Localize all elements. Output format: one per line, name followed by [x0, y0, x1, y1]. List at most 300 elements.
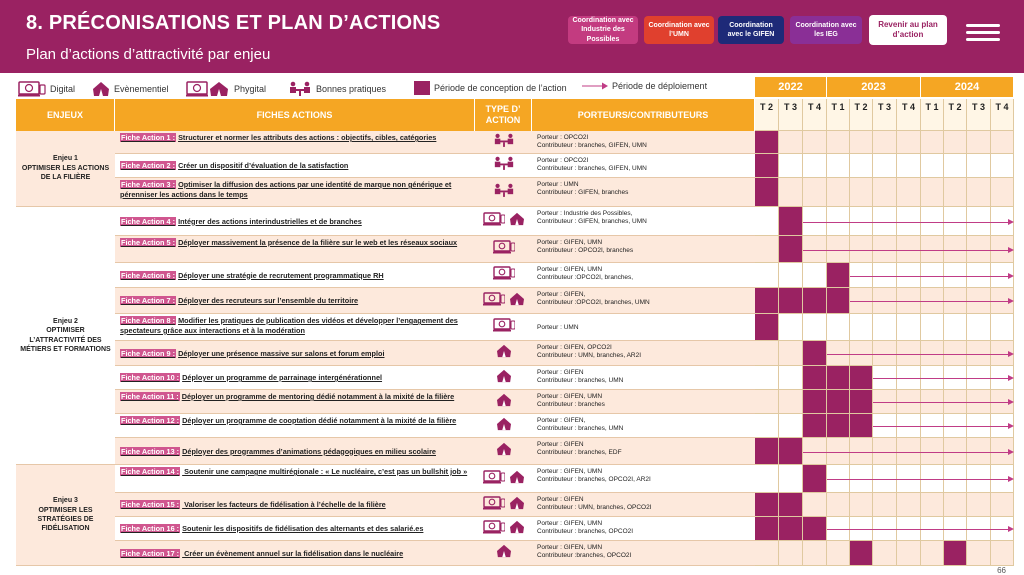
timeline-cell	[850, 154, 873, 178]
fiche-action-tag[interactable]: Fiche Action 14 :	[121, 467, 180, 476]
contributeur: Contributeur : GIFEN, branches, UMN	[537, 218, 647, 226]
fiche-action-tag[interactable]: Fiche Action 12 :	[121, 416, 180, 425]
header-type: TYPE D’ ACTION	[475, 99, 532, 131]
fiche-action[interactable]	[120, 238, 470, 248]
conception-cell	[803, 366, 827, 390]
fiche-action-tag[interactable]: Fiche Action 7 :	[121, 296, 176, 305]
fiche-action-tag[interactable]: Fiche Action 3 :	[121, 180, 176, 189]
tent-icon	[509, 470, 525, 489]
conception-cell	[755, 314, 779, 341]
fiche-action-tag[interactable]: Fiche Action 16 :	[121, 524, 180, 533]
page-subtitle: Plan d’actions d’attractivité par enjeu	[26, 46, 271, 63]
quarter-header: T 2	[755, 99, 779, 131]
action-type	[476, 465, 532, 493]
timeline-cell	[921, 131, 944, 154]
menu-icon[interactable]	[966, 24, 1000, 42]
fiche-action-text: Déployer des recruteurs sur l’ensemble du territoire	[178, 296, 359, 305]
porteur: Porteur : GIFEN	[537, 369, 584, 376]
conception-cell	[827, 414, 850, 438]
timeline-cell	[967, 154, 991, 178]
timeline-cell	[803, 131, 827, 154]
timeline-cell	[827, 131, 850, 154]
conception-cell	[827, 390, 850, 414]
timeline-cell	[967, 493, 991, 517]
deployment-arrow	[803, 222, 1012, 223]
conception-cell	[803, 390, 827, 414]
contributeur: Contributeur : UMN, branches, OPCO2I	[537, 504, 652, 512]
porteurs-cell	[537, 369, 752, 385]
conception-cell	[827, 263, 850, 288]
fiche-action[interactable]	[120, 392, 470, 402]
quarter-header: T 1	[921, 99, 944, 131]
timeline-cell	[755, 390, 779, 414]
coord-gifen-button[interactable]: Coordination avec le GIFEN	[718, 16, 784, 44]
timeline-cell	[921, 541, 944, 566]
action-type	[476, 517, 532, 541]
porteur: Porteur : GIFEN, UMN	[537, 239, 603, 246]
conception-cell	[755, 438, 779, 465]
fiche-action-tag[interactable]: Fiche Action 5 :	[121, 238, 176, 247]
timeline-cell	[779, 314, 803, 341]
digital-icon	[483, 212, 505, 231]
deployment-arrow	[827, 354, 1012, 355]
fiche-action-text: Déployer un programme de cooptation dédié notamment à la mixité de la filière	[182, 416, 457, 425]
timeline-cell	[991, 154, 1014, 178]
porteur: Porteur : OPCO2I	[537, 134, 589, 141]
conception-cell	[755, 178, 779, 207]
action-type	[476, 341, 532, 366]
timeline-cell	[779, 263, 803, 288]
fiche-action[interactable]	[120, 447, 470, 457]
digital-icon	[493, 318, 515, 337]
fiche-action-text: Créer un dispositif d’évaluation de la satisfaction	[178, 161, 349, 170]
tent-icon	[509, 292, 525, 311]
contributeur: Contributeur : branches, GIFEN, UMN	[537, 165, 647, 173]
fiche-action-text: Déployer un programme de parrainage intergénérationnel	[182, 373, 383, 382]
conception-swatch	[414, 81, 430, 95]
timeline-cell	[803, 178, 827, 207]
tent-icon	[496, 417, 512, 436]
conception-cell	[779, 517, 803, 541]
contributeur: Contributeur :OPCO2I, branches,	[537, 274, 634, 282]
fiche-action-text: Déployer une stratégie de recrutement programmatique RH	[178, 270, 384, 280]
porteur: Porteur : UMN	[537, 181, 579, 188]
conception-cell	[755, 517, 779, 541]
digital-icon	[483, 520, 505, 539]
contributeur: Contributeur : branches	[537, 401, 605, 409]
page-title: 8. PRÉCONISATIONS ET PLAN D’ACTIONS	[26, 12, 441, 34]
deployment-arrow	[803, 250, 1012, 251]
porteur: Porteur : GIFEN	[537, 441, 584, 448]
legend-conception-label: Période de conception de l’action	[434, 83, 567, 93]
revenir-button[interactable]: Revenir au plan d’action	[869, 15, 947, 45]
year-2024: 2024	[921, 77, 1014, 97]
timeline-cell	[827, 154, 850, 178]
timeline-cell	[755, 366, 779, 390]
deployment-arrow	[873, 378, 1012, 379]
timeline-cell	[755, 465, 779, 493]
action-type	[476, 438, 532, 465]
action-type	[476, 390, 532, 414]
fiche-action-tag[interactable]: Fiche Action 8 :	[121, 316, 176, 325]
action-type	[476, 314, 532, 341]
action-type	[476, 263, 532, 288]
porteurs-cell	[537, 441, 752, 457]
contributeur: Contributeur : branches, UMN	[537, 425, 624, 433]
digital-icon	[18, 81, 46, 97]
fiche-action-tag[interactable]: Fiche Action 1 :	[121, 133, 176, 142]
tent-icon	[92, 81, 110, 97]
quarter-header: T 4	[991, 99, 1014, 131]
timeline-cell	[921, 314, 944, 341]
fiche-action-tag[interactable]: Fiche Action 9 :	[121, 348, 176, 358]
digital-icon	[483, 496, 505, 515]
header-banner	[0, 0, 1024, 73]
porteur: Porteur : OPCO2I	[537, 157, 589, 164]
timeline-cell	[755, 341, 779, 366]
contributeur: Contributeur : branches, EDF	[537, 449, 622, 457]
conception-cell	[755, 493, 779, 517]
fiche-action[interactable]	[120, 549, 470, 559]
timeline-cell	[967, 178, 991, 207]
porteur: Porteur : GIFEN, UMN	[537, 544, 603, 551]
tent-icon	[496, 369, 512, 388]
fiche-action-text: Soutenir les dispositifs de fidélisation des alternants et des salarié.es	[182, 524, 424, 533]
porteurs-cell	[537, 210, 752, 226]
quarter-header: T 3	[779, 99, 803, 131]
timeline-cell	[755, 414, 779, 438]
contributeur: Contributeur : UMN, branches, AR2I	[537, 352, 642, 360]
timeline-cell	[944, 493, 967, 517]
timeline-cell	[944, 131, 967, 154]
quarter-header: T 1	[827, 99, 850, 131]
porteurs-cell	[537, 520, 752, 536]
coord-ieg-button[interactable]: Coordination avec les IEG	[790, 16, 862, 44]
meeting-icon	[493, 183, 515, 203]
timeline-cell	[967, 541, 991, 566]
timeline-cell	[921, 493, 944, 517]
enjeu-1: Enjeu 1 OPTIMISER LES ACTIONS DE LA FILIÈRE	[16, 131, 115, 207]
porteurs-cell	[537, 393, 752, 409]
fiche-action[interactable]	[120, 373, 470, 383]
tent-icon	[496, 344, 512, 363]
header-porteurs: PORTEURS/CONTRIBUTEURS	[532, 99, 755, 131]
contributeur: Contributeur :branches, OPCO2I	[537, 552, 632, 560]
deployment-arrow	[827, 479, 1012, 480]
timeline-cell	[803, 493, 827, 517]
timeline-cell	[873, 131, 897, 154]
timeline-cell	[779, 178, 803, 207]
conception-cell	[850, 366, 873, 390]
deployment-arrow	[827, 529, 1012, 530]
timeline-cell	[897, 541, 921, 566]
quarter-header: T 3	[967, 99, 991, 131]
porteur: Porteur : GIFEN, UMN	[537, 520, 603, 527]
tent-icon	[496, 544, 512, 563]
legend-digital-label: Digital	[50, 84, 76, 94]
fiche-action-tag[interactable]: Fiche Action 17 :	[121, 548, 180, 558]
fiche-action[interactable]	[120, 133, 470, 143]
porteur: Porteur : GIFEN	[537, 496, 584, 503]
deployment-arrow	[873, 426, 1012, 427]
header-fiches: FICHES ACTIONS	[115, 99, 475, 131]
legend-deploiement-label: Période de déploiement	[612, 81, 708, 91]
arrow-right-icon	[582, 82, 608, 90]
conception-cell	[779, 493, 803, 517]
action-type	[476, 414, 532, 438]
tent-icon	[509, 496, 525, 515]
timeline-cell	[873, 493, 897, 517]
fiche-action[interactable]	[120, 161, 470, 171]
porteurs-cell	[537, 239, 752, 255]
action-type	[476, 236, 532, 263]
timeline-cell	[921, 178, 944, 207]
quarter-header: T 4	[803, 99, 827, 131]
timeline-cell	[779, 341, 803, 366]
porteurs-cell	[537, 344, 752, 360]
porteur: Porteur : GIFEN, OPCO2I	[537, 344, 612, 351]
timeline-cell	[779, 154, 803, 178]
deployment-arrow	[873, 402, 1012, 403]
legend-digital	[18, 81, 75, 97]
conception-cell	[779, 288, 803, 314]
fiche-action-text: Déployer des programmes d’animations pédagogiques en milieu scolaire	[182, 446, 436, 456]
deployment-arrow	[803, 452, 1012, 453]
year-2022: 2022	[755, 77, 827, 97]
timeline-cell	[803, 541, 827, 566]
tent-icon	[496, 393, 512, 412]
timeline-cell	[850, 493, 873, 517]
fiche-action[interactable]	[120, 271, 470, 281]
timeline-cell	[850, 178, 873, 207]
coord-industrie-button[interactable]: Coordination avec Industrie des Possibles	[568, 16, 638, 44]
action-type	[476, 154, 532, 178]
enjeu-3: Enjeu 3 OPTIMISER LES STRATÉGIES DE FIDÉLISATION	[16, 465, 115, 566]
fiche-action-text: Soutenir une campagne multirégionale : « Le nucléaire, c’est pas un bullshit job »	[182, 467, 468, 476]
porteurs-cell	[537, 266, 752, 282]
timeline-cell	[991, 493, 1014, 517]
fiche-action-text: Structurer et normer les attributs des actions : objectifs, cibles, catégories	[178, 133, 437, 142]
fiche-action-tag[interactable]: Fiche Action 2 :	[121, 161, 176, 170]
timeline-cell	[991, 178, 1014, 207]
conception-cell	[944, 541, 967, 566]
conception-cell	[803, 288, 827, 314]
porteurs-cell	[537, 291, 752, 307]
timeline-cell	[803, 314, 827, 341]
legend-deploiement	[582, 81, 707, 91]
fiche-action-tag[interactable]: Fiche Action 11 :	[121, 392, 179, 401]
fiche-action-text: Optimiser la diffusion des actions par une identité de marque non générique et pérenniser les actions dans le temps	[120, 180, 452, 199]
timeline-cell	[850, 131, 873, 154]
fiche-action-tag[interactable]: Fiche Action 13 :	[121, 446, 180, 456]
fiche-action-tag[interactable]: Fiche Action 15 :	[121, 500, 180, 509]
action-type	[476, 178, 532, 207]
legend-evenementiel	[92, 81, 169, 97]
action-type	[476, 207, 532, 236]
conception-cell	[803, 341, 827, 366]
timeline-cell	[827, 314, 850, 341]
timeline-cell	[827, 178, 850, 207]
porteurs-cell	[537, 181, 752, 197]
conception-cell	[755, 154, 779, 178]
timeline-cell	[873, 541, 897, 566]
tent-icon	[509, 520, 525, 539]
conception-cell	[827, 288, 850, 314]
contributeur: Contributeur :OPCO2I, branches, UMN	[537, 299, 650, 307]
legend-phygital-label: Phygital	[234, 84, 267, 94]
action-type	[476, 493, 532, 517]
fiche-action-tag[interactable]: Fiche Action 10 :	[121, 373, 180, 382]
conception-cell	[850, 414, 873, 438]
fiche-action[interactable]	[120, 416, 470, 426]
porteurs-cell	[537, 417, 752, 433]
timeline-cell	[967, 314, 991, 341]
timeline-cell	[944, 178, 967, 207]
timeline-cell	[991, 131, 1014, 154]
porteur: Porteur : GIFEN, UMN	[537, 468, 603, 475]
meeting-icon	[493, 133, 515, 153]
action-type	[476, 131, 532, 154]
timeline-cell	[779, 366, 803, 390]
porteurs-cell	[537, 496, 752, 512]
fiche-action[interactable]	[120, 349, 470, 359]
timeline-cell	[779, 541, 803, 566]
contributeur: Contributeur : branches, OPCO2I	[537, 528, 634, 536]
fiche-action[interactable]	[120, 217, 470, 227]
legend	[0, 78, 760, 100]
quarter-header: T 3	[873, 99, 897, 131]
timeline-cell	[755, 207, 779, 236]
porteurs-cell	[537, 468, 752, 484]
timeline-cell	[779, 131, 803, 154]
timeline-cell	[921, 154, 944, 178]
contributeur: Contributeur : branches, OPCO2I, AR2I	[537, 476, 651, 484]
timeline-cell	[755, 263, 779, 288]
page-number: 66	[997, 566, 1006, 575]
conception-cell	[755, 288, 779, 314]
fiche-action[interactable]	[120, 500, 470, 510]
year-2023: 2023	[827, 77, 921, 97]
porteur: Porteur : UMN	[537, 323, 579, 331]
porteur: Porteur : GIFEN,	[537, 291, 586, 298]
fiche-action[interactable]	[120, 467, 470, 477]
deployment-arrow	[850, 301, 1012, 302]
fiche-action[interactable]	[120, 180, 470, 200]
conception-cell	[803, 465, 827, 493]
fiche-action[interactable]	[120, 316, 470, 336]
quarter-header: T 2	[944, 99, 967, 131]
porteurs-cell	[537, 134, 752, 150]
legend-conception	[414, 81, 567, 95]
digital-icon	[493, 266, 515, 285]
contributeur: Contributeur : OPCO2I, branches	[537, 247, 634, 255]
contributeur: Contributeur : branches, GIFEN, UMN	[537, 142, 647, 150]
legend-bonnes-pratiques-label: Bonnes pratiques	[316, 84, 387, 94]
quarter-header: T 4	[897, 99, 921, 131]
timeline-cell	[897, 154, 921, 178]
timeline-cell	[944, 154, 967, 178]
action-type	[476, 541, 532, 566]
timeline-cell	[873, 314, 897, 341]
porteurs-cell	[537, 324, 752, 332]
action-type	[476, 366, 532, 390]
conception-cell	[755, 131, 779, 154]
porteur: Porteur : GIFEN, UMN	[537, 266, 603, 273]
fiche-action-text: Créer un évènement annuel sur la fidélisation dans le nucléaire	[182, 548, 404, 558]
conception-cell	[850, 541, 873, 566]
timeline-cell	[897, 178, 921, 207]
porteurs-cell	[537, 544, 752, 560]
digital-icon	[483, 470, 505, 489]
timeline-cell	[850, 314, 873, 341]
action-type	[476, 288, 532, 314]
tent-icon	[496, 442, 512, 461]
tent-icon	[509, 212, 525, 231]
legend-bonnes-pratiques	[288, 81, 386, 97]
fiche-action-tag[interactable]: Fiche Action 4 :	[121, 216, 176, 226]
fiche-action-tag[interactable]: Fiche Action 6 :	[121, 270, 176, 280]
timeline-cell	[897, 314, 921, 341]
timeline-cell	[991, 541, 1014, 566]
porteurs-cell	[537, 157, 752, 173]
timeline-cell	[873, 178, 897, 207]
fiche-action[interactable]	[120, 296, 470, 306]
timeline-cell	[827, 541, 850, 566]
fiche-action[interactable]	[120, 524, 470, 534]
timeline-cell	[897, 131, 921, 154]
digital-icon	[483, 292, 505, 311]
deployment-arrow	[850, 276, 1012, 277]
enjeu-2: Enjeu 2 OPTIMISER L’ATTRACTIVITÉ DES MÉTIERS ET FORMATIONS	[16, 207, 115, 465]
phygital-icon	[186, 81, 230, 97]
timeline-cell	[897, 493, 921, 517]
conception-cell	[827, 366, 850, 390]
contributeur: Contributeur : branches, UMN	[537, 377, 624, 385]
contributeur: Contributeur : GIFEN, branches	[537, 189, 629, 197]
timeline-cell	[991, 314, 1014, 341]
fiche-action-text: Déployer massivement la présence de la filière sur le web et les réseaux sociaux	[178, 238, 458, 247]
fiche-action-text: Valoriser les facteurs de fidélisation à l’échelle de la filière	[182, 500, 386, 509]
conception-cell	[803, 414, 827, 438]
conception-cell	[803, 517, 827, 541]
conception-cell	[779, 438, 803, 465]
timeline-cell	[827, 493, 850, 517]
porteur: Porteur : Industrie des Possibles,	[537, 210, 633, 217]
fiche-action-text: Intégrer des actions interindustrielles et de branches	[178, 216, 362, 226]
timeline-cell	[944, 314, 967, 341]
fiche-action-text: Déployer un programme de mentoring dédié notamment à la mixité de la filière	[181, 392, 455, 401]
porteur: Porteur : GIFEN,	[537, 417, 586, 424]
timeline-cell	[779, 465, 803, 493]
header-enjeux: ENJEUX	[16, 99, 115, 131]
conception-cell	[779, 207, 803, 236]
fiche-action-text: Modifier les pratiques de publication des vidéos et développer l’engagement des spectateurs grâce aux interactions et à la modération	[120, 316, 458, 335]
fiche-action-text: Déployer une présence massive sur salons et forum emploi	[178, 348, 385, 358]
timeline-cell	[967, 131, 991, 154]
timeline-cell	[755, 541, 779, 566]
timeline-cell	[873, 154, 897, 178]
porteur: Porteur : GIFEN, UMN	[537, 393, 603, 400]
timeline-cell	[779, 414, 803, 438]
coord-umn-button[interactable]: Coordination avec l’UMN	[644, 16, 714, 44]
meeting-icon	[288, 81, 312, 97]
meeting-icon	[493, 156, 515, 176]
digital-icon	[493, 240, 515, 259]
timeline-cell	[779, 390, 803, 414]
conception-cell	[779, 236, 803, 263]
timeline-cell	[803, 263, 827, 288]
legend-evenementiel-label: Evènementiel	[114, 84, 169, 94]
